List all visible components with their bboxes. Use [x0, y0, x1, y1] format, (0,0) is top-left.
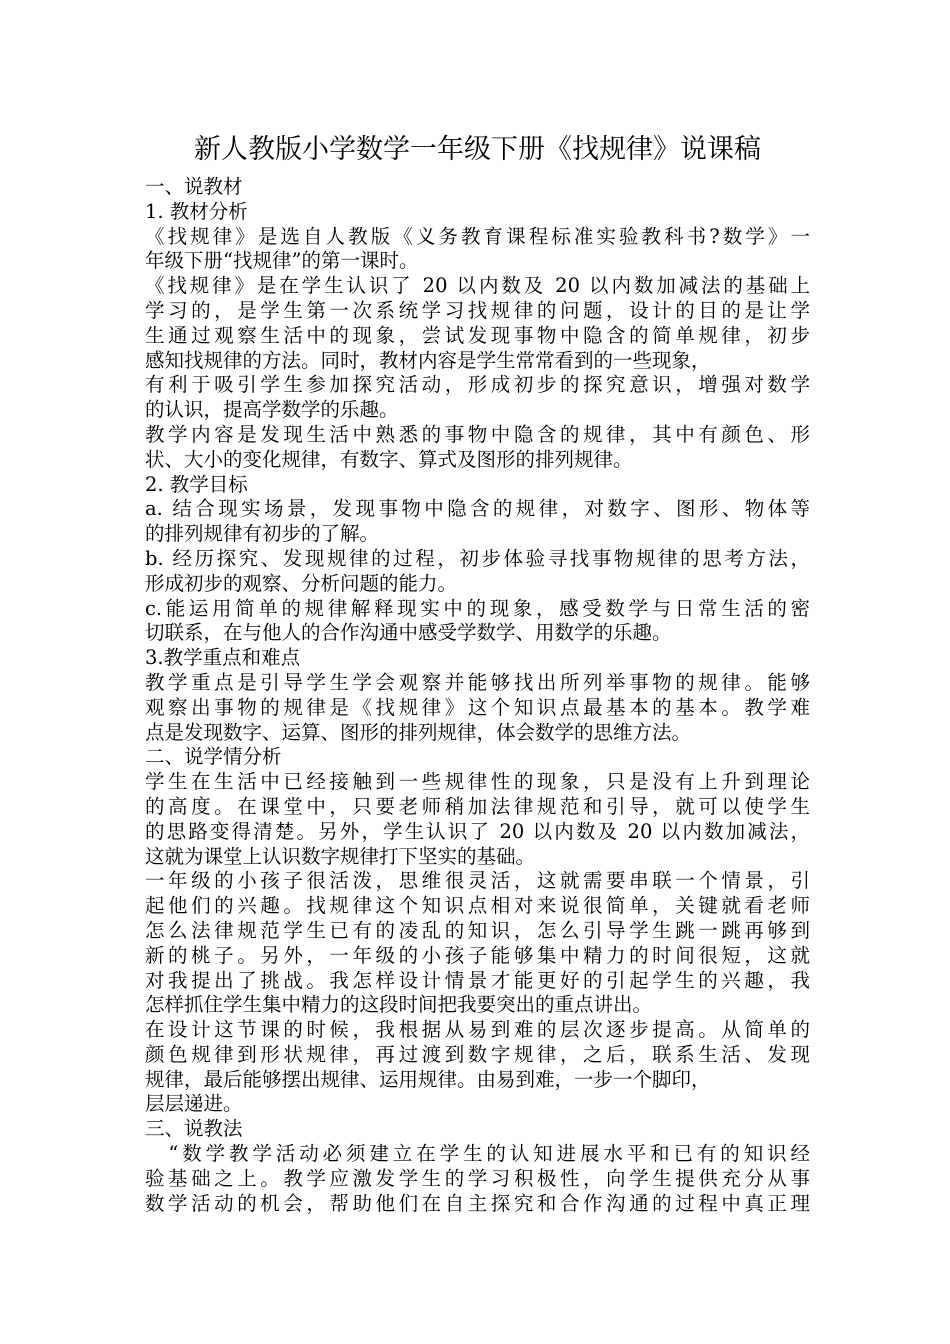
text-line: 切联系，在与他人的合作沟通中感受学数学、用数学的乐趣。 [145, 621, 672, 645]
document-body [145, 175, 810, 1216]
text-line: 状、大小的变化规律，有数字、算式及图形的排列规律。 [145, 447, 633, 471]
text-line: 层层递进。 [145, 1092, 243, 1116]
text-line: 怎样抓住学生集中精力的这段时间把我要突出的重点讲出。 [145, 993, 653, 1017]
text-line: 在设计这节课的时候，我根据从易到难的层次逐步提高。从简单的 [145, 1018, 810, 1042]
text-line: 二、说学情分析 [145, 745, 282, 769]
text-line: 3.教学重点和难点 [145, 646, 301, 670]
text-line: 三、说教法 [145, 1117, 243, 1141]
text-line: 数学活动的机会，帮助他们在自主探究和合作沟通的过程中真正理 [145, 1191, 810, 1215]
text-line: 颜色规律到形状规律，再过渡到数字规律，之后，联系生活、发现 [145, 1042, 810, 1066]
text-line: 怎么法律规范学生已有的凌乱的知识，怎么引导学生跳一跳再够到 [145, 918, 810, 942]
text-line: 的高度。在课堂中，只要老师稍加法律规范和引导，就可以使学生 [145, 794, 810, 818]
text-line: 学生在生活中已经接触到一些规律性的现象，只是没有上升到理论 [145, 770, 810, 794]
text-line: 起他们的兴趣。找规律这个知识点相对来说很简单，关键就看老师 [145, 894, 810, 918]
text-line: 学习的，是学生第一次系统学习找规律的问题，设计的目的是让学 [145, 298, 810, 322]
text-line: 点是发现数字、运算、图形的排列规律，体会数学的思维方法。 [145, 720, 692, 744]
text-line: 《找规律》是选自人教版《义务教育课程标准实验教科书?数学》一 [145, 224, 810, 248]
text-line: 《找规律》是在学生认识了 20 以内数及 20 以内数加减法的基础上 [145, 274, 810, 298]
text-line: 教学内容是发现生活中熟悉的事物中隐含的规律，其中有颜色、形 [145, 422, 810, 446]
text-line: b. 经历探究、发现规律的过程，初步体验寻找事物规律的思考方法， [145, 546, 810, 570]
text-line: 观察出事物的规律是《找规律》这个知识点最基本的基本。教学难 [145, 695, 810, 719]
text-line: 一、说教材 [145, 175, 243, 198]
text-line: 教学重点是引导学生学会观察并能够找出所列举事物的规律。能够 [145, 670, 810, 694]
text-line: 有利于吸引学生参加探究活动，形成初步的探究意识，增强对数学 [145, 373, 810, 397]
text-line: 形成初步的观察、分析问题的能力。 [145, 571, 458, 595]
text-line: 一年级的小孩子很活泼，思维很灵活，这就需要串联一个情景，引 [145, 869, 810, 893]
text-line: 验基础之上。教学应激发学生的学习积极性，向学生提供充分从事 [145, 1166, 810, 1190]
text-line: 感知找规律的方法。同时，教材内容是学生常常看到的一些现象， [145, 348, 711, 372]
text-line: 规律，最后能够摆出规律、运用规律。由易到难，一步一个脚印， [145, 1067, 711, 1091]
text-line: a. 结合现实场景，发现事物中隐含的规律，对数字、图形、物体等 [145, 497, 810, 521]
text-line: “数学教学活动必须建立在学生的认知进展水平和已有的知识经 [145, 1142, 810, 1166]
text-line: 对我提出了挑战。我怎样设计情景才能更好的引起学生的兴趣，我 [145, 968, 810, 992]
text-line: 的认识，提高学数学的乐趣。 [145, 398, 399, 422]
text-line: 2. 教学目标 [145, 472, 248, 496]
text-line: c.能运用简单的规律解释现实中的现象，感受数学与日常生活的密 [145, 596, 810, 620]
text-line: 生通过观察生活中的现象，尝试发现事物中隐含的简单规律，初步 [145, 323, 810, 347]
text-line: 年级下册“找规律”的第一课时。 [145, 249, 419, 273]
text-line: 这就为课堂上认识数字规律打下坚实的基础。 [145, 844, 536, 868]
text-line: 的排列规律有初步的了解。 [145, 522, 380, 546]
text-line: 的思路变得清楚。另外，学生认识了 20 以内数及 20 以内数加减法， [145, 819, 810, 843]
document-title: 新人教版小学数学一年级下册《找规律》说课稿 [194, 134, 761, 165]
text-line: 1. 教材分析 [145, 199, 248, 223]
text-line: 新的桃子。另外，一年级的小孩子能够集中精力的时间很短，这就 [145, 943, 810, 967]
